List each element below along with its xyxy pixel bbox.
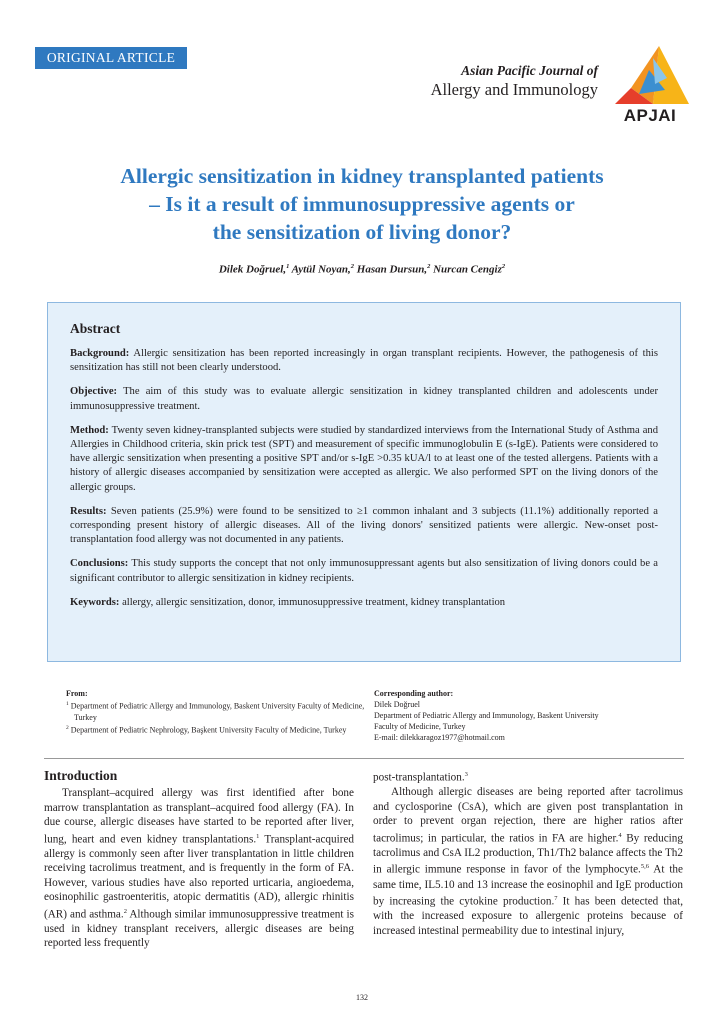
affiliations-heading: From: bbox=[66, 689, 88, 698]
body-paragraph: post-transplantation.$^3$ bbox=[373, 771, 468, 784]
abstract-objective bbox=[70, 385, 658, 413]
body-paragraph: Transplant–acquired allergy was first identified after bone marrow transplantation as transplant–acquired food allergy (FA). In due course, allergic diseases have started to be reported after liver, lung, heart and even kidney transplantations.$^1$ Transplant-acquired allergy is commonly seen after liver transplantation in little children receiving tacrolimus treatment, and is frequently in the form of FA. However, various studies have also reported urticaria, angioedema, eosinophilic gastroenteritis, atopic dermatitis (AD), allergic rhinitis (AR) and asthma.$^2$ Although similar immunosuppressive treatment is used in kidney transplant receivers, allergic diseases are being reported less frequently bbox=[44, 787, 355, 950]
abstract-heading: Abstract bbox=[70, 321, 121, 336]
author-name: Hasan Dursun, bbox=[354, 263, 428, 276]
section-label: Conclusions: bbox=[70, 558, 129, 570]
corresponding-name: Dilek Doğruel bbox=[374, 700, 420, 709]
abstract-conclusions bbox=[70, 557, 658, 585]
section-label: Background: bbox=[70, 348, 130, 359]
affiliations bbox=[66, 688, 366, 735]
affiliation-item bbox=[66, 699, 366, 723]
article-type-banner: ORIGINAL ARTICLE bbox=[35, 47, 187, 69]
corresponding-department: Department of Pediatric Allergy and Immunology, Baskent University bbox=[374, 711, 599, 720]
journal-name-line2: Allergy and Immunology bbox=[430, 80, 598, 99]
corresponding-email: E-mail: dilekkaragoz1977@hotmail.com bbox=[374, 733, 505, 742]
section-text: Allergic sensitization has been reported increasingly in organ transplant recipients. However, the pathogenesis of this sensitization has still not been clearly understood. bbox=[70, 348, 658, 374]
title-line: the sensitization of living donor? bbox=[212, 220, 512, 244]
citation-ref: 2 bbox=[123, 907, 127, 915]
affiliation-text: Department of Pediatric Nephrology, Başkent University Faculty of Medicine, Turkey bbox=[68, 725, 347, 735]
author-affiliation-mark: 2 bbox=[427, 263, 431, 270]
section-text: Twenty seven kidney-transplanted subjects were studied by standardized interviews from the International Study of Asthma and Allergies in Childhood criteria, skin prick test (SPT) and measurement of specific immunoglobulin E (s-IgE). Patients were considered to have allergic sensitization when presenting a positive SPT and/or s-IgE >0.35 kUA/l to at least one of the tested allergens. Patients with a history of allergic diseases accompanied by sensitization were accepted as allergic. We also performed SPT on the living donors of the allergic groups. bbox=[70, 424, 658, 493]
author-list bbox=[40, 263, 684, 276]
abstract-box bbox=[47, 302, 681, 662]
article-title bbox=[40, 162, 684, 246]
section-text: Seven patients (25.9%) were found to be sensitized to ≥1 common inhalant and 3 subjects (11.1%) additionally reported a corresponding present history of allergic diseases. All of the living donors' sensitized patients were allergic. New-onset post-transplantation food allergy was not documented in any patients. bbox=[70, 505, 658, 546]
section-text: allergy, allergic sensitization, donor, immunosuppressive treatment, kidney transplantation bbox=[119, 596, 506, 608]
body-paragraph: Although allergic diseases are being reported after tacrolimus and cyclosporine (CsA), which are given post transplantation in order to prevent organ rejection, there are higher ratios after tacrolimus; in particular, the ratios in FA are higher.$^4$ By reducing tacrolimus and CsA IL2 production, Th1/Th2 balance affects the Th2 in allergic immune response in favor of the lymphocyte.$^{5,6}$ At the same time, IL5.10 and 13 increase the eosinophil and IgE production by increasing the cytokine production.$^7$ It has been detected that, with the increased exposure to allergenic proteins because of increased intestinal permeability due to intestinal injury, bbox=[373, 786, 683, 937]
title-line: – Is it a result of immunosuppressive agents or bbox=[149, 192, 575, 216]
section-label: Keywords: bbox=[70, 596, 120, 608]
title-line: Allergic sensitization in kidney transplanted patients bbox=[120, 164, 604, 188]
journal-name bbox=[431, 63, 598, 100]
logo-triangle-icon bbox=[609, 44, 691, 106]
section-label: Method: bbox=[70, 424, 109, 436]
citation-ref: 1 bbox=[256, 832, 260, 840]
author-name: Dilek Doğruel, bbox=[218, 263, 287, 276]
corresponding-author bbox=[374, 688, 674, 743]
citation-ref: 3 bbox=[464, 771, 468, 778]
section-label: Results: bbox=[70, 505, 107, 517]
abstract-results bbox=[70, 505, 658, 548]
introduction-heading: Introduction bbox=[44, 768, 118, 783]
author-affiliation-mark: 1 bbox=[286, 263, 290, 270]
affiliation-number: 1 bbox=[66, 701, 69, 707]
citation-ref: 7 bbox=[554, 895, 558, 903]
citation-ref: 4 bbox=[618, 831, 622, 839]
body-column-left bbox=[44, 768, 354, 951]
corresponding-heading: Corresponding author: bbox=[374, 689, 454, 698]
citation-ref: 5,6 bbox=[640, 863, 649, 871]
logo-text: APJAI bbox=[623, 106, 677, 125]
journal-logo bbox=[609, 44, 691, 124]
abstract-background bbox=[70, 347, 658, 375]
author-name: Nurcan Cengiz bbox=[430, 263, 502, 276]
body-column-right bbox=[373, 768, 683, 938]
author-affiliation-mark: 2 bbox=[350, 263, 355, 270]
author-affiliation-mark: 2 bbox=[501, 263, 506, 270]
affiliation-text: Department of Pediatric Allergy and Immunology, Baskent University Faculty of Medicine, Turkey bbox=[68, 701, 365, 722]
abstract-keywords bbox=[70, 596, 658, 610]
section-text: This study supports the concept that not only immunosuppressant agents but also sensitization of living donors could be a significant contributor to allergic sensitization in kidney recipients. bbox=[70, 558, 658, 584]
section-divider bbox=[44, 758, 684, 759]
abstract-method bbox=[70, 424, 658, 495]
affiliation-number: 2 bbox=[66, 724, 69, 731]
section-label: Objective: bbox=[70, 386, 118, 398]
section-text: The aim of this study was to evaluate allergic sensitization in kidney transplanted children and adolescents under immunosuppressive treatment. bbox=[70, 386, 658, 412]
affiliation-item bbox=[66, 723, 366, 736]
corresponding-faculty: Faculty of Medicine, Turkey bbox=[374, 722, 466, 731]
page-number: 132 bbox=[356, 993, 368, 1002]
journal-name-line1: Asian Pacific Journal of bbox=[461, 63, 598, 78]
author-name: Aytül Noyan, bbox=[289, 263, 351, 276]
